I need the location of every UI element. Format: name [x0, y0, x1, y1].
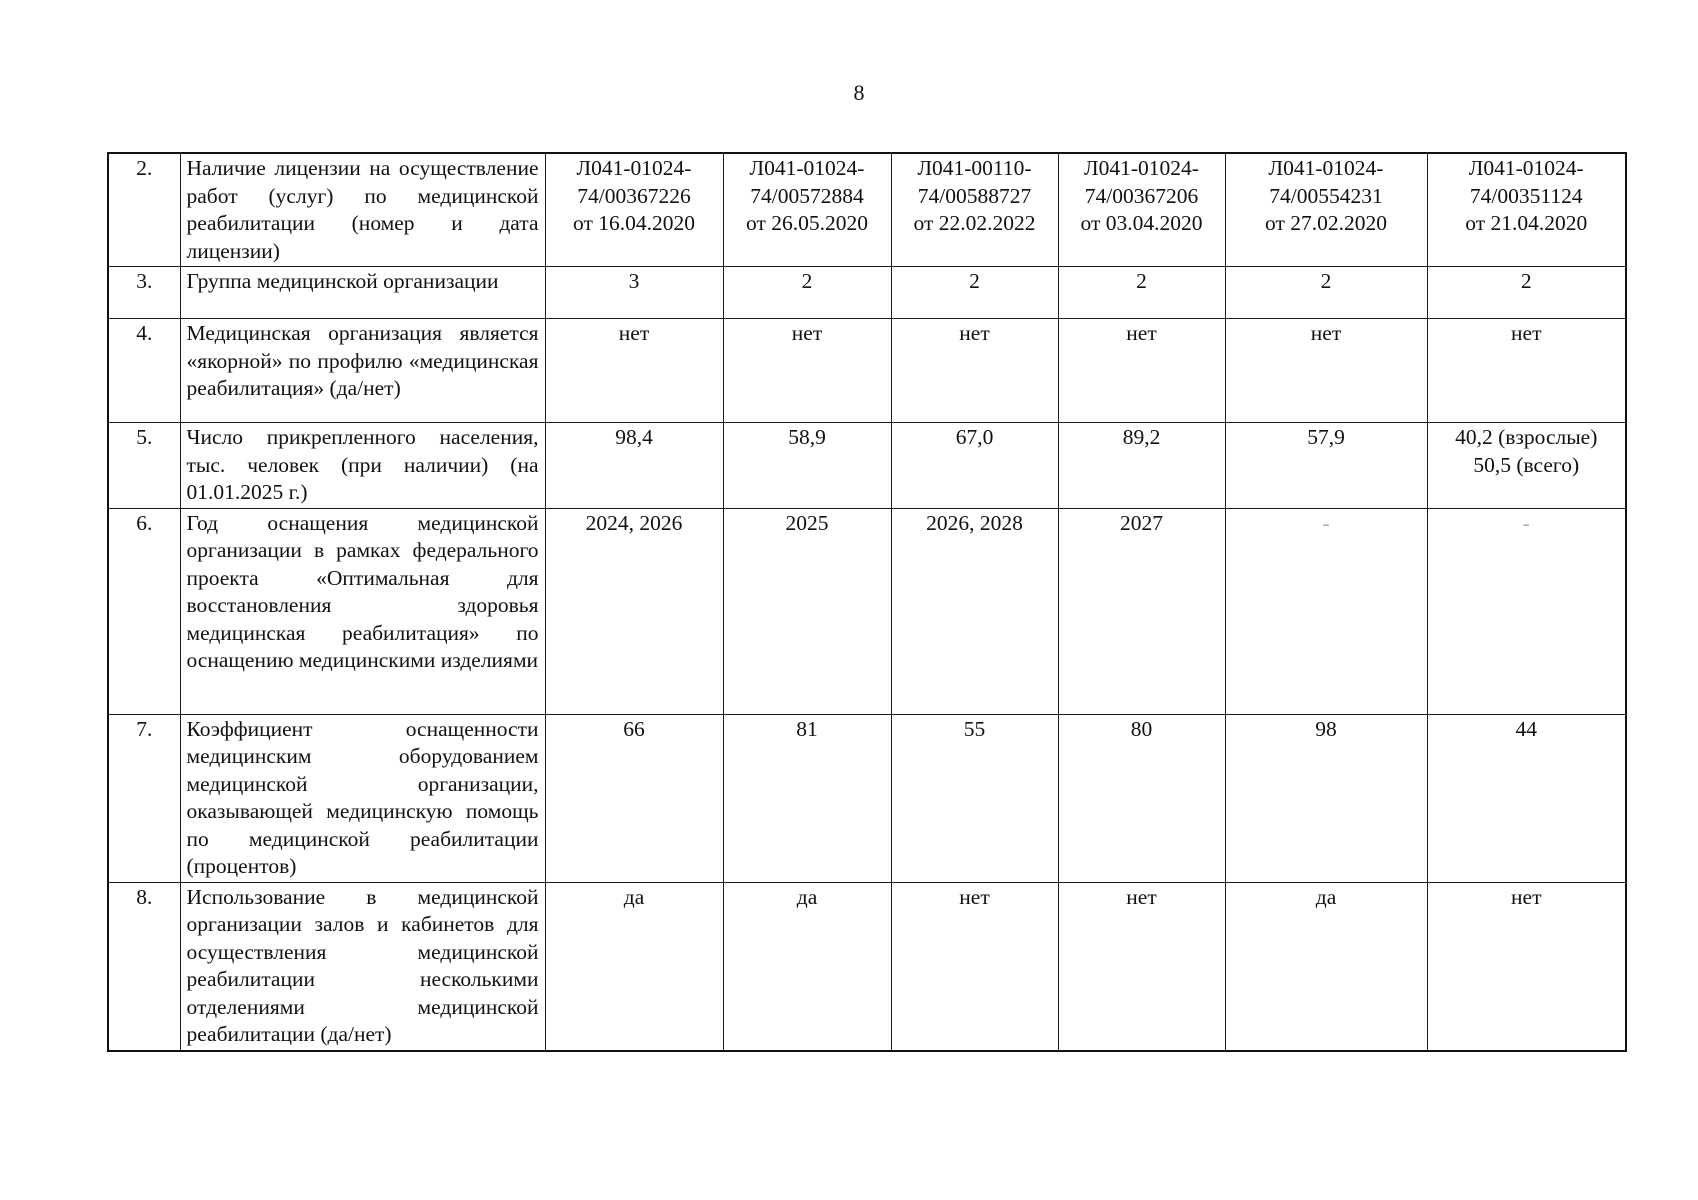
- value-line: 2: [1320, 269, 1332, 293]
- value-line: Л041-01024-: [576, 156, 692, 180]
- table-row: [108, 508, 1626, 714]
- value-cell: [891, 153, 1058, 267]
- value-line: нет: [1511, 321, 1542, 345]
- row-description: Использование в медицинской организации залов и кабинетов для осуществления медицинской реабилитации несколькими отделениями медицинской реабилитации (да/нет): [180, 882, 545, 1051]
- value-cell: [723, 423, 891, 509]
- value-line: нет: [791, 321, 823, 345]
- row-number: 8.: [108, 882, 180, 1051]
- value-line: 67,0: [955, 425, 994, 449]
- value-cell: [545, 508, 723, 714]
- value-line: нет: [1511, 884, 1542, 909]
- value-line: 40,2 (взрослые): [1455, 425, 1598, 449]
- row-number: 7.: [108, 714, 180, 882]
- value-line: нет: [959, 321, 990, 345]
- value-line: 58,9: [788, 425, 826, 449]
- value-cell: [1058, 508, 1225, 714]
- value-cell: [1427, 319, 1626, 423]
- value-cell: [1058, 423, 1225, 509]
- value-line: 66: [623, 716, 645, 741]
- value-cell: [1427, 423, 1626, 509]
- value-cell: [1058, 153, 1225, 267]
- value-cell: [545, 882, 723, 1051]
- row-description: Группа медицинской организации: [180, 267, 545, 319]
- value-line: Л041-00110-: [917, 156, 1032, 180]
- value-cell: [1225, 508, 1427, 714]
- value-line: 80: [1130, 716, 1153, 741]
- value-line: от 22.02.2022: [913, 211, 1036, 235]
- value-line: 98: [1315, 716, 1337, 741]
- row-number: 2.: [108, 153, 180, 267]
- value-cell: [1058, 319, 1225, 423]
- table-row: [108, 423, 1626, 509]
- row-description: Коэффициент оснащенности медицинским оборудованием медицинской организации, оказывающей медицинскую помощь по медицинской реабилитации (процентов): [180, 714, 545, 882]
- value-cell: [1427, 714, 1626, 882]
- row-number: 5.: [108, 423, 180, 509]
- value-line: 74/00572884: [750, 183, 864, 208]
- value-line: 55: [963, 716, 986, 741]
- value-cell: [1427, 153, 1626, 267]
- value-cell: [1225, 153, 1427, 267]
- value-line: 89,2: [1122, 425, 1161, 449]
- value-line: 57,9: [1307, 425, 1345, 449]
- value-line: 2026, 2028: [926, 510, 1023, 535]
- value-cell: [891, 508, 1058, 714]
- value-cell: [1225, 882, 1427, 1051]
- value-cell: [545, 423, 723, 509]
- value-line: от 27.02.2020: [1265, 211, 1387, 235]
- page-number: 8: [853, 80, 865, 105]
- value-cell: [1225, 267, 1427, 319]
- value-line: 3: [628, 269, 640, 293]
- value-cell: [545, 714, 723, 882]
- value-line: 98,4: [615, 425, 653, 449]
- value-line: от 21.04.2020: [1465, 211, 1588, 235]
- value-cell: [1225, 714, 1427, 882]
- data-table: [107, 152, 1627, 1052]
- value-line: 2: [969, 269, 980, 293]
- table-row: [108, 319, 1626, 423]
- table-row: [108, 882, 1626, 1051]
- value-line: 74/00588727: [917, 183, 1032, 208]
- value-cell: [891, 714, 1058, 882]
- value-line: 2024, 2026: [585, 510, 683, 535]
- value-cell: [1058, 882, 1225, 1051]
- value-cell: [891, 267, 1058, 319]
- value-line: -: [1522, 510, 1530, 535]
- row-number: 4.: [108, 319, 180, 423]
- value-cell: [1058, 714, 1225, 882]
- value-cell: [1225, 423, 1427, 509]
- value-line: 2: [1136, 269, 1147, 293]
- value-line: от 26.05.2020: [746, 211, 868, 235]
- value-cell: [723, 319, 891, 423]
- value-line: 81: [796, 716, 818, 741]
- value-line: нет: [1126, 884, 1157, 909]
- value-line: да: [1315, 884, 1337, 909]
- value-cell: [723, 153, 891, 267]
- row-description: Год оснащения медицинской организации в рамках федерального проекта «Оптимальная для восстановления здоровья медицинская реабилитация» по оснащению медицинскими изделиями: [180, 508, 545, 714]
- value-line: Л041-01024-: [1468, 156, 1584, 180]
- value-cell: [1427, 267, 1626, 319]
- value-line: 44: [1515, 716, 1537, 741]
- value-line: Л041-01024-: [1268, 156, 1384, 180]
- value-cell: [545, 267, 723, 319]
- value-cell: [723, 267, 891, 319]
- value-cell: [1427, 882, 1626, 1051]
- value-line: нет: [959, 884, 990, 909]
- value-line: нет: [1310, 321, 1342, 345]
- row-description: Число прикрепленного населения, тыс. человек (при наличии) (на 01.01.2025 г.): [180, 423, 545, 509]
- value-line: от 03.04.2020: [1080, 211, 1203, 235]
- value-cell: [1225, 319, 1427, 423]
- value-line: да: [623, 884, 645, 909]
- value-line: 2: [1520, 269, 1532, 293]
- value-line: 2027: [1120, 510, 1163, 535]
- value-cell: [891, 882, 1058, 1051]
- value-line: 74/00351124: [1469, 183, 1583, 208]
- row-number: 6.: [108, 508, 180, 714]
- value-line: -: [1322, 510, 1330, 535]
- value-cell: [891, 423, 1058, 509]
- value-line: нет: [618, 321, 650, 345]
- value-line: 50,5 (всего): [1473, 452, 1580, 477]
- value-cell: [723, 508, 891, 714]
- value-line: нет: [1126, 321, 1157, 345]
- value-line: да: [796, 884, 818, 909]
- row-description: Наличие лицензии на осуществление работ (услуг) по медицинской реабилитации (номер и дата лицензии): [180, 153, 545, 267]
- value-cell: [1427, 508, 1626, 714]
- table-row: [108, 153, 1626, 267]
- value-line: 2025: [785, 510, 829, 535]
- row-description: Медицинская организация является «якорной» по профилю «медицинская реабилитация» (да/нет): [180, 319, 545, 423]
- value-line: 74/00554231: [1269, 183, 1383, 208]
- value-line: Л041-01024-: [749, 156, 865, 180]
- value-line: 2: [801, 269, 813, 293]
- row-number: 3.: [108, 267, 180, 319]
- value-line: 74/00367226: [577, 183, 691, 208]
- value-cell: [723, 714, 891, 882]
- value-cell: [891, 319, 1058, 423]
- table-body: [108, 153, 1626, 1051]
- value-cell: [545, 153, 723, 267]
- table-row: [108, 714, 1626, 882]
- value-line: Л041-01024-: [1084, 156, 1199, 180]
- value-cell: [545, 319, 723, 423]
- value-line: 74/00367206: [1084, 183, 1199, 208]
- table-row: [108, 267, 1626, 319]
- value-line: от 16.04.2020: [573, 211, 695, 235]
- value-cell: [1058, 267, 1225, 319]
- value-cell: [723, 882, 891, 1051]
